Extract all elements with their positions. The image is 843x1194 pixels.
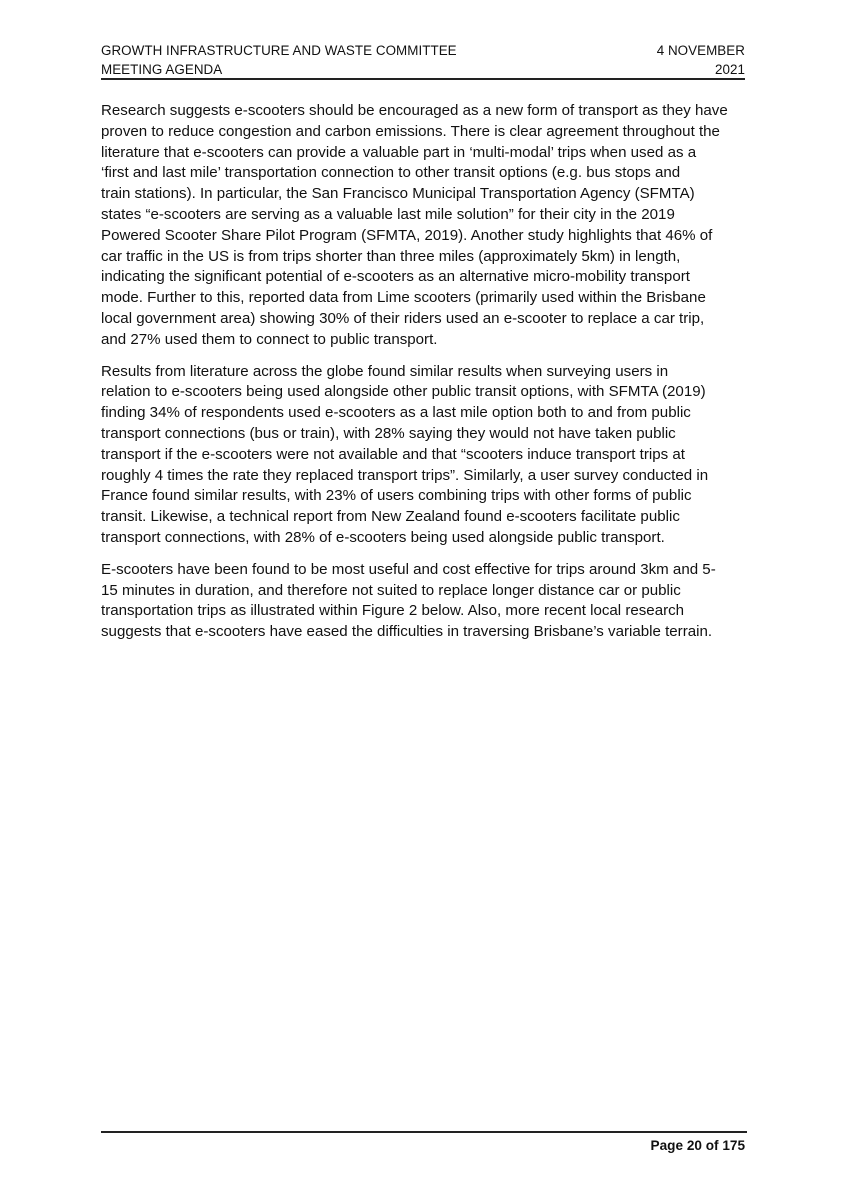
page-number: Page 20 of 175 <box>650 1138 745 1153</box>
committee-title <box>101 41 457 79</box>
meeting-date-line1: 4 NOVEMBER <box>656 43 745 58</box>
paragraph: Results from literature across the globe found similar results when surveying users in relation to e-scooters being used alongside other public transit options, with SFMTA (2019) finding 34% of respondents used e-scooters as a last mile option both to and from public transport connections (bus or train), with 28% saying they would not have taken public transport if the e-scooters were not available and that “scooters induce transport trips at roughly 4 times the rate they replaced transport trips”. Similarly, a user survey conducted in France found similar results, with 23% of users combining trips with other forms of public transit. Likewise, a technical report from New Zealand found e-scooters facilitate public transport connections, with 28% of e-scooters being used alongside public transport. <box>101 362 709 546</box>
committee-title-line2: MEETING AGENDA <box>101 62 223 77</box>
footer-divider <box>101 1131 747 1133</box>
committee-title-line1: GROWTH INFRASTRUCTURE AND WASTE COMMITTEE <box>101 43 457 58</box>
page-header <box>101 40 745 80</box>
body-text <box>101 101 747 654</box>
paragraph: Research suggests e-scooters should be encouraged as a new form of transport as they have proven to reduce congestion and carbon emissions. There is clear agreement throughout the literature that e-scooters can provide a valuable part in ‘multi-modal’ trips when used as a ‘first and last mile’ transportation connection to other transit options (e.g. bus stops and train stations). In particular, the San Francisco Municipal Transportation Agency (SFMTA) states “e-scooters are serving as a valuable last mile solution” for their city in the 2019 Powered Scooter Share Pilot Program (SFMTA, 2019). Another study highlights that 46% of car traffic in the US is from trips shorter than three miles (approximately 5km) in length, indicating the significant potential of e-scooters as an alternative micro-mobility transport mode. Further to this, reported data from Lime scooters (primarily used within the Brisbane local government area) showing 30% of their riders used an e-scooter to replace a car trip, and 27% used them to connect to public transport. <box>101 102 728 348</box>
paragraph: E-scooters have been found to be most useful and cost effective for trips around 3km and 5- 15 minutes in duration, and therefore not suited to replace longer distance car or public transportation trips as illustrated within Figure 2 below. Also, more recent local research suggests that e-scooters have eased the difficulties in traversing Brisbane’s variable terrain. <box>101 560 716 641</box>
meeting-date <box>657 41 745 79</box>
meeting-date-line2: 2021 <box>715 62 745 77</box>
